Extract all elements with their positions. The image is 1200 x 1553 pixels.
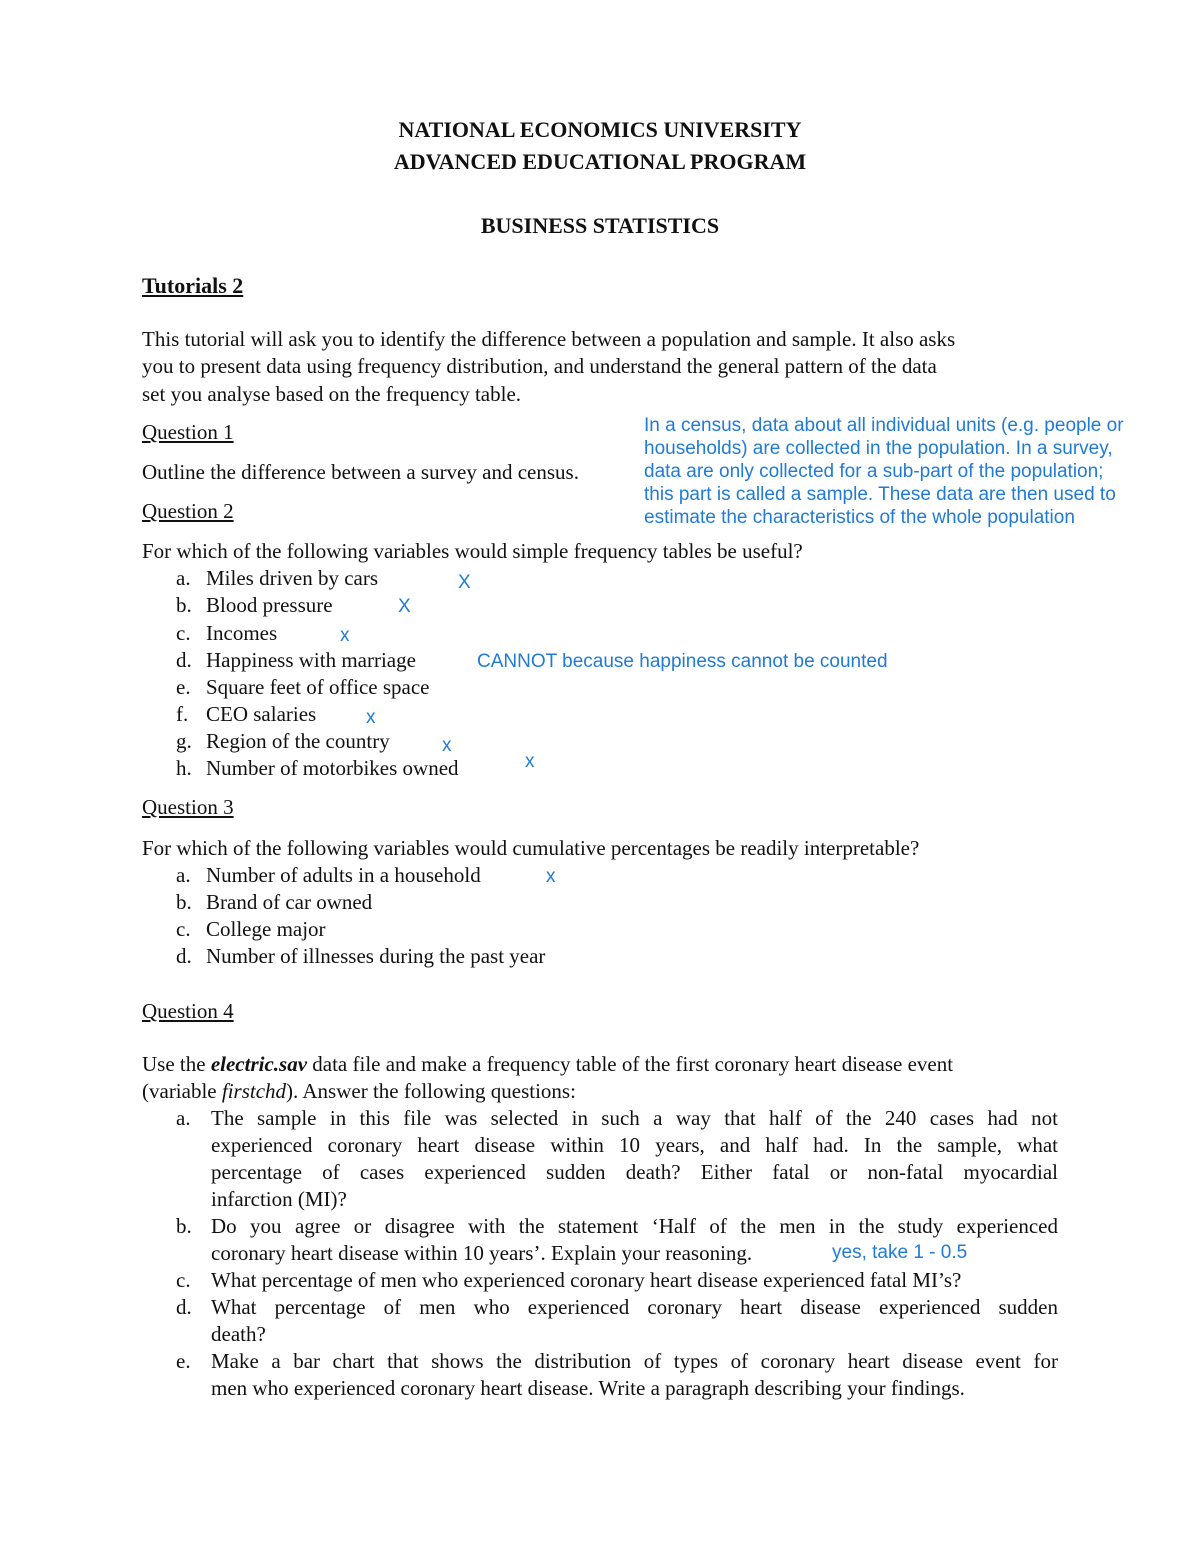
answer-mark: x (442, 735, 452, 756)
university-name: NATIONAL ECONOMICS UNIVERSITY (398, 117, 802, 142)
answer-mark: X (458, 572, 471, 593)
intro-line-3: set you analyse based on the frequency table. (142, 382, 522, 406)
question-1-answer-line-2: households) are collected in the population. In a survey, (644, 438, 1113, 459)
list-item: d. Number of illnesses during the past year (176, 944, 546, 968)
question-4-intro-line-1: Use the electric.sav data file and make a frequency table of the first coronary heart disease event (142, 1052, 954, 1076)
q4b-line-2: coronary heart disease within 10 years’. Explain your reasoning. (211, 1241, 753, 1265)
q4d-line-2: death? (211, 1322, 266, 1346)
answer-mark: x (546, 866, 556, 887)
list-item: g. Region of the country (176, 729, 390, 753)
list-item: c. Incomes (176, 621, 278, 645)
answer-mark: x (340, 625, 350, 646)
course-title: BUSINESS STATISTICS (480, 213, 720, 238)
list-item: f. CEO salaries (176, 702, 317, 726)
list-item-label: b. (176, 1214, 192, 1238)
list-item: e. Square feet of office space (176, 675, 430, 699)
question-2-text: For which of the following variables would simple frequency tables be useful? (142, 539, 803, 563)
q4a-line-3: percentage of cases experienced sudden death? Either fatal or non-fatal myocardial (211, 1160, 1058, 1184)
list-item: b. Brand of car owned (176, 890, 373, 914)
answer-mark: x (525, 751, 535, 772)
q4c-line: What percentage of men who experienced coronary heart disease experienced fatal MI’s? (211, 1268, 962, 1292)
list-item-label: a. (176, 1106, 191, 1130)
list-item-label: e. (176, 1349, 191, 1373)
question-1-heading: Question 1 (142, 420, 234, 444)
question-1-answer-line-4: this part is called a sample. These data are then used to (644, 484, 1116, 505)
q4e-line-2: men who experienced coronary heart disease. Write a paragraph describing your findings. (211, 1376, 965, 1400)
q4a-line-2: experienced coronary heart disease within 10 years, and half had. In the sample, what (211, 1133, 1058, 1157)
q4e-line-1: Make a bar chart that shows the distribution of types of coronary heart disease event for (211, 1349, 1058, 1373)
program-name: ADVANCED EDUCATIONAL PROGRAM (393, 149, 807, 174)
question-1-answer-line-5: estimate the characteristics of the whole population (644, 507, 1075, 528)
list-item-label: c. (176, 1268, 191, 1292)
question-3-heading: Question 3 (142, 795, 234, 819)
list-item: h. Number of motorbikes owned (176, 756, 459, 780)
answer-mark: X (398, 596, 411, 617)
question-4-heading: Question 4 (142, 999, 234, 1023)
question-1-answer-line-3: data are only collected for a sub-part of the population; (644, 461, 1104, 482)
list-item: a. Number of adults in a household (176, 863, 481, 887)
question-1-answer-line-1: In a census, data about all individual units (e.g. people or (644, 415, 1124, 436)
list-item-label: d. (176, 1295, 192, 1319)
list-item: a. Miles driven by cars (176, 566, 379, 590)
answer-mark: x (366, 707, 376, 728)
list-item: d. Happiness with marriage (176, 648, 416, 672)
q4b-line-1: Do you agree or disagree with the statement ‘Half of the men in the study experienced (211, 1214, 1058, 1238)
list-item: b. Blood pressure (176, 593, 333, 617)
question-1-text: Outline the difference between a survey and census. (142, 460, 579, 484)
answer-mark: CANNOT because happiness cannot be counted (477, 651, 888, 672)
q4b-answer: yes, take 1 - 0.5 (832, 1242, 968, 1263)
tutorial-title: Tutorials 2 (142, 273, 244, 298)
list-item: c. College major (176, 917, 326, 941)
question-3-text: For which of the following variables would cumulative percentages be readily interpretable? (142, 836, 920, 860)
q4a-line-1: The sample in this file was selected in such a way that half of the 240 cases had not (211, 1106, 1058, 1130)
q4a-line-4: infarction (MI)? (211, 1187, 347, 1211)
question-2-heading: Question 2 (142, 499, 234, 523)
intro-line-2: you to present data using frequency distribution, and understand the general pattern of the data (142, 354, 937, 378)
intro-line-1: This tutorial will ask you to identify the difference between a population and sample. It also asks (142, 327, 956, 351)
q4d-line-1: What percentage of men who experienced coronary heart disease experienced sudden (211, 1295, 1058, 1319)
question-4-intro-line-2: (variable firstchd). Answer the following questions: (142, 1079, 576, 1103)
